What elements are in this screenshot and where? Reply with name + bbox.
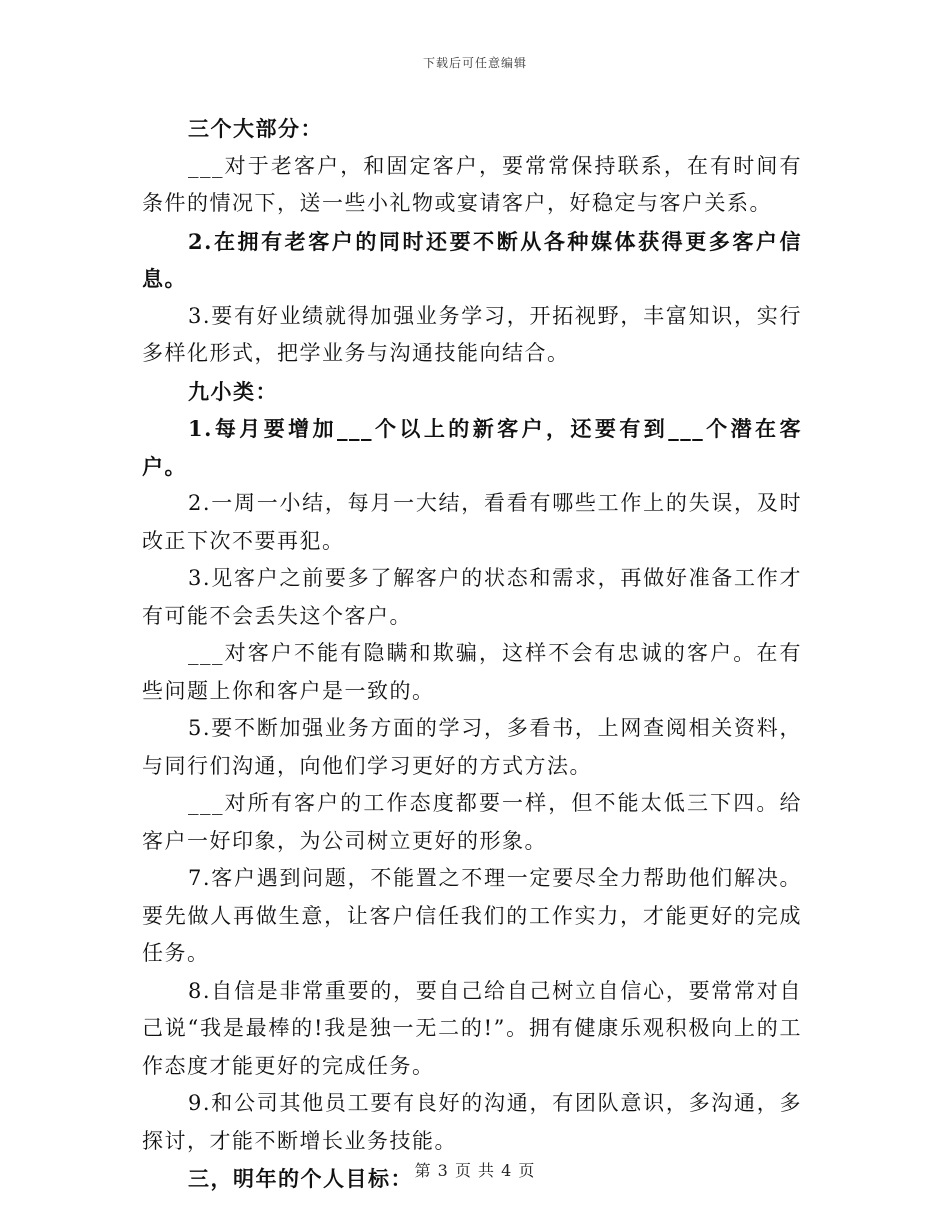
paragraph-media-info: 2.在拥有老客户的同时还要不断从各种媒体获得更多客户信息。 (142, 228, 802, 291)
paragraph-item-6: ___对所有客户的工作态度都要一样，但不能太低三下四。给客户一好印象，为公司树立更好的形象。 (142, 791, 802, 853)
paragraph-item-7: 7.客户遇到问题，不能置之不理一定要尽全力帮助他们解决。要先做人再做生意，让客户信任我们的工作实力，才能更好的完成任务。 (142, 866, 802, 965)
paragraph-item-4: ___对客户不能有隐瞒和欺骗，这样不会有忠诚的客户。在有些问题上你和客户是一致的。 (142, 641, 802, 703)
paragraph-item-1: 1.每月要增加___个以上的新客户，还要有到___个潜在客户。 (142, 416, 802, 479)
paragraph-item-8: 8.自信是非常重要的，要自己给自己树立自信心，要常常对自己说“我是最棒的!我是独一无二的!”。拥有健康乐观积极向上的工作态度才能更好的完成任务。 (142, 978, 802, 1078)
paragraph-item-2: 2.一周一小结，每月一大结，看看有哪些工作上的失误，及时改正下次不要再犯。 (142, 491, 802, 553)
paragraph-business-study: 3.要有好业绩就得加强业务学习，开拓视野，丰富知识，实行多样化形式，把学业务与沟通技能向结合。 (142, 303, 802, 365)
paragraph-old-customers: ___对于老客户，和固定客户，要常常保持联系，在有时间有条件的情况下，送一些小礼物或宴请客户，好稳定与客户关系。 (142, 153, 802, 215)
section-heading-three-parts: 三个大部分： (188, 116, 323, 141)
paragraph-item-5: 5.要不断加强业务方面的学习，多看书，上网查阅相关资料，与同行们沟通，向他们学习更好的方式方法。 (142, 716, 802, 778)
paragraph-item-9: 9.和公司其他员工要有良好的沟通，有团队意识，多沟通，多探讨，才能不断增长业务技能。 (142, 1091, 802, 1153)
paragraph-item-3: 3.见客户之前要多了解客户的状态和需求，再做好准备工作才有可能不会丢失这个客户。 (142, 566, 802, 628)
document-body (142, 110, 802, 1198)
section-heading-nine-items: 九小类： (188, 378, 278, 404)
section-heading-next-year-goals: 三，明年的个人目标： (188, 1166, 413, 1191)
header-note: 下载后可任意编辑 (422, 56, 527, 70)
page-number: 第 3 页 共 4 页 (414, 1161, 536, 1180)
